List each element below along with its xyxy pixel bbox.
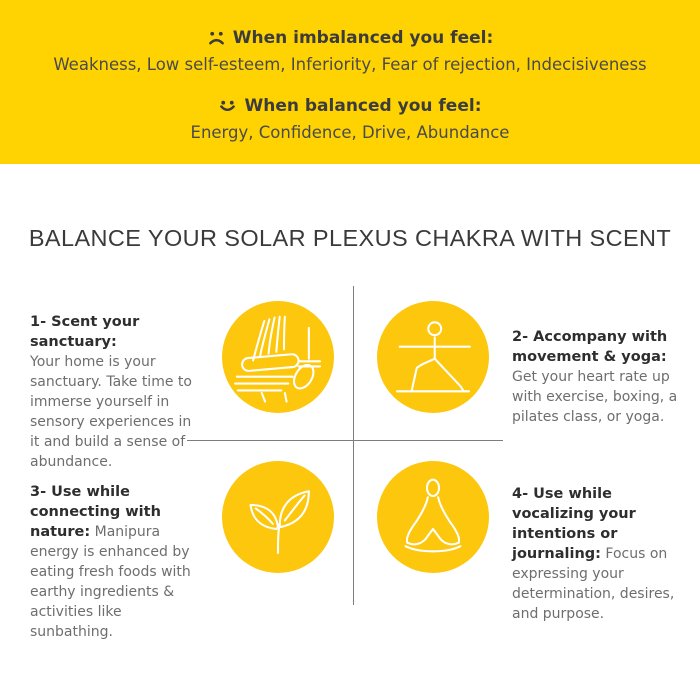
tip-2-text	[512, 327, 688, 427]
imbalanced-heading-row	[0, 27, 700, 49]
tip-2-body: Get your heart rate up with exercise, boxing, a pilates class, or yoga.	[512, 369, 678, 425]
imbalanced-items: Weakness, Low self-esteem, Inferiority, Fear of rejection, Indecisiveness	[53, 55, 647, 74]
tip-2-heading: 2- Accompany with movement & yoga:	[512, 329, 668, 365]
tip-3-body: Manipura energy is enhanced by eating fresh foods with earthy ingredients & activities like sunbathing.	[30, 524, 191, 640]
meditation-lotus-icon	[385, 469, 481, 565]
sad-face-icon	[207, 29, 226, 48]
yoga-warrior-pose-icon	[385, 309, 481, 405]
balanced-items: Energy, Confidence, Drive, Abundance	[190, 123, 510, 142]
balanced-heading-row	[0, 95, 700, 117]
tip-1-circle	[222, 301, 334, 413]
tip-4-text	[512, 484, 688, 624]
balanced-heading: When balanced you feel:	[244, 96, 482, 116]
horizontal-divider-line	[187, 440, 503, 441]
tip-3-heading: 3- Use while connecting with nature:	[30, 484, 161, 540]
tip-1-text	[30, 312, 198, 472]
tip-3-text	[30, 482, 206, 642]
tip-4-body: Focus on expressing your determination, desires, and purpose.	[512, 546, 675, 622]
tip-4-circle	[377, 461, 489, 573]
imbalanced-heading: When imbalanced you feel:	[232, 28, 494, 48]
leaves-icon	[230, 469, 326, 565]
tip-1-body: Your home is your sanctuary. Take time to immerse yourself in sensory experiences in it and build a sense of abundance.	[30, 354, 192, 470]
vertical-divider-line	[353, 286, 354, 605]
top-banner	[0, 0, 700, 164]
page-title: BALANCE YOUR SOLAR PLEXUS CHAKRA WITH SCENT	[28, 225, 672, 251]
tip-4-heading: 4- Use while vocalizing your intentions or journaling:	[512, 486, 636, 562]
smile-face-icon	[218, 97, 237, 116]
tip-2-circle	[377, 301, 489, 413]
sofa-curtain-icon	[230, 309, 326, 405]
tip-3-circle	[222, 461, 334, 573]
tip-1-heading: 1- Scent your sanctuary:	[30, 314, 140, 350]
